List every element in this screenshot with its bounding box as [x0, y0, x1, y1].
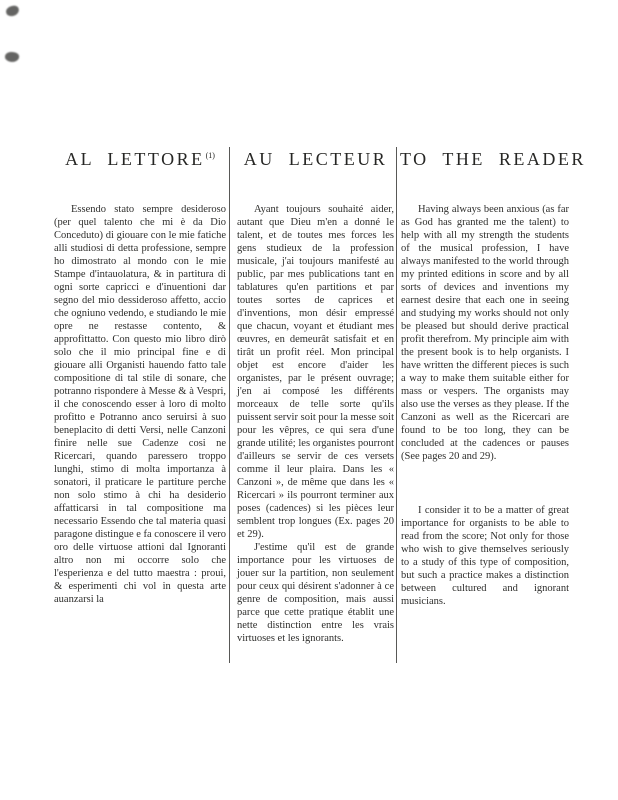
column-italian: [54, 203, 226, 606]
paragraph-english-2: I consider it to be a matter of great importance for organists to be able to read from the score; Not only for those who wish to give themselves seriously to a study of this type of composition, but such a practice makes a distinction between cultured and ignorant musicians.: [401, 505, 569, 607]
heading-italian: [54, 149, 226, 170]
paragraph-french-2: J'estime qu'il est de grande importance pour les virtuoses de jouer sur la partition, non seulement pour ceux qui désirent s'adonner à ce genre de composition, mais aussi parce que cette pratique établit une nette distinction entre les vrais virtuoses et les ignorants.: [237, 542, 394, 644]
column-french: [237, 203, 394, 645]
heading-french-text: AU LECTEUR: [243, 149, 388, 169]
heading-english: [400, 149, 586, 170]
paragraph-french-1: Ayant toujours souhaité aider, autant que Dieu m'en a donné le talent, et de toutes mes forces les gens studieux de la profession musicale, j'ai toujours manifesté au public, par mes publications tant en tablatures qu'en partitions et par toutes sortes de caprices et d'inventions, mon désir empressé que chacun, voyant et étudiant mes œuvres, en demeurât satisfait et en tirât un profit réel. Mon principal objet est encore d'aider les organistes, par le présent ouvrage; j'en ai composé les différents morceaux de telle sorte qu'ils puissent servir soit pour la messe soit pour les vêpres, ce qui sera d'une grande utilité; les organistes pourront d'ailleurs se servir de ces versets comme il leur plaira. Dans les « Canzoni », de même que dans les « Ricercari » ils pourront terminer aux poses (cadences) si les pièces leur semblent trop longues (Ex. pages 20 et 29).: [237, 204, 394, 540]
footnote-marker: (1): [205, 151, 215, 160]
paragraph-italian-1: Essendo stato sempre desideroso (per quel talento che mi è da Dio Conceduto) di giouare con le mie fatiche alli studiosi di detta professione, sempre ho dimostrato al mondo con le mie Stampe d'intauolatura, & in partitura di ogni sorte capricci e d'inuentioni dar segno del mio dessideroso affetto, accio che ogniuno vedendo, e studiando le mie opre ne restasse contento, & approfittatto. Con questo mio libro dirò solo che il mio principal fine e di giouare alli Organisti hauendo fatto tale compositione di tal stile di sonare, che potranno rispondere à Messe & à Vespri, il che conoscendo esser à loro di molto profitto e Potranno anco seruirsi à suo beneplacito di detti Versi, nelle Canzoni finire nelle sue Cadenze cosi ne Ricercari, quando paressero troppo lunghi, stimo di molta importanza à sonatori, il praticare le partiture perche non solo stimo à chi ha desiderio affatticarsi in tal compositione ma necessario Essendo che tal materia quasi paragone distingue e fa conoscere il vero oro delle virtuose attioni dal Ignoranti altro non mi occorre solo che l'esperienza e del tutto maestra : proui, & esperimenti chi vol in questa arte auanzarsi la: [54, 204, 227, 605]
paragraph-english-1: Having always been anxious (as far as God has granted me the talent) to help with all my strength the students of the musical profession, I have always manifested to the world through my printed editions in score and by all sorts of devices and inventions my earnest desire that each one in seeing and studying my works should not only be pleased but should derive practical profit therefrom. My principle aim with the present book is to help organists. I have written the different pieces is such a way to make them suitable either for mass or vespers. The organists may also use the verses as they please. If the Canzoni as well as the Ricercari are found to be too long, they can be concluded at the cadences or pauses (See pages 20 and 29).: [401, 204, 569, 462]
heading-italian-text: AL LETTORE: [65, 149, 205, 169]
heading-french: [237, 149, 394, 170]
scan-smudge-mark: [4, 51, 19, 63]
scan-smudge-mark: [5, 5, 20, 17]
column-divider-right: [396, 147, 397, 663]
column-english: [401, 203, 569, 608]
heading-english-text: TO THE READER: [400, 149, 586, 169]
column-divider-left: [229, 147, 230, 663]
